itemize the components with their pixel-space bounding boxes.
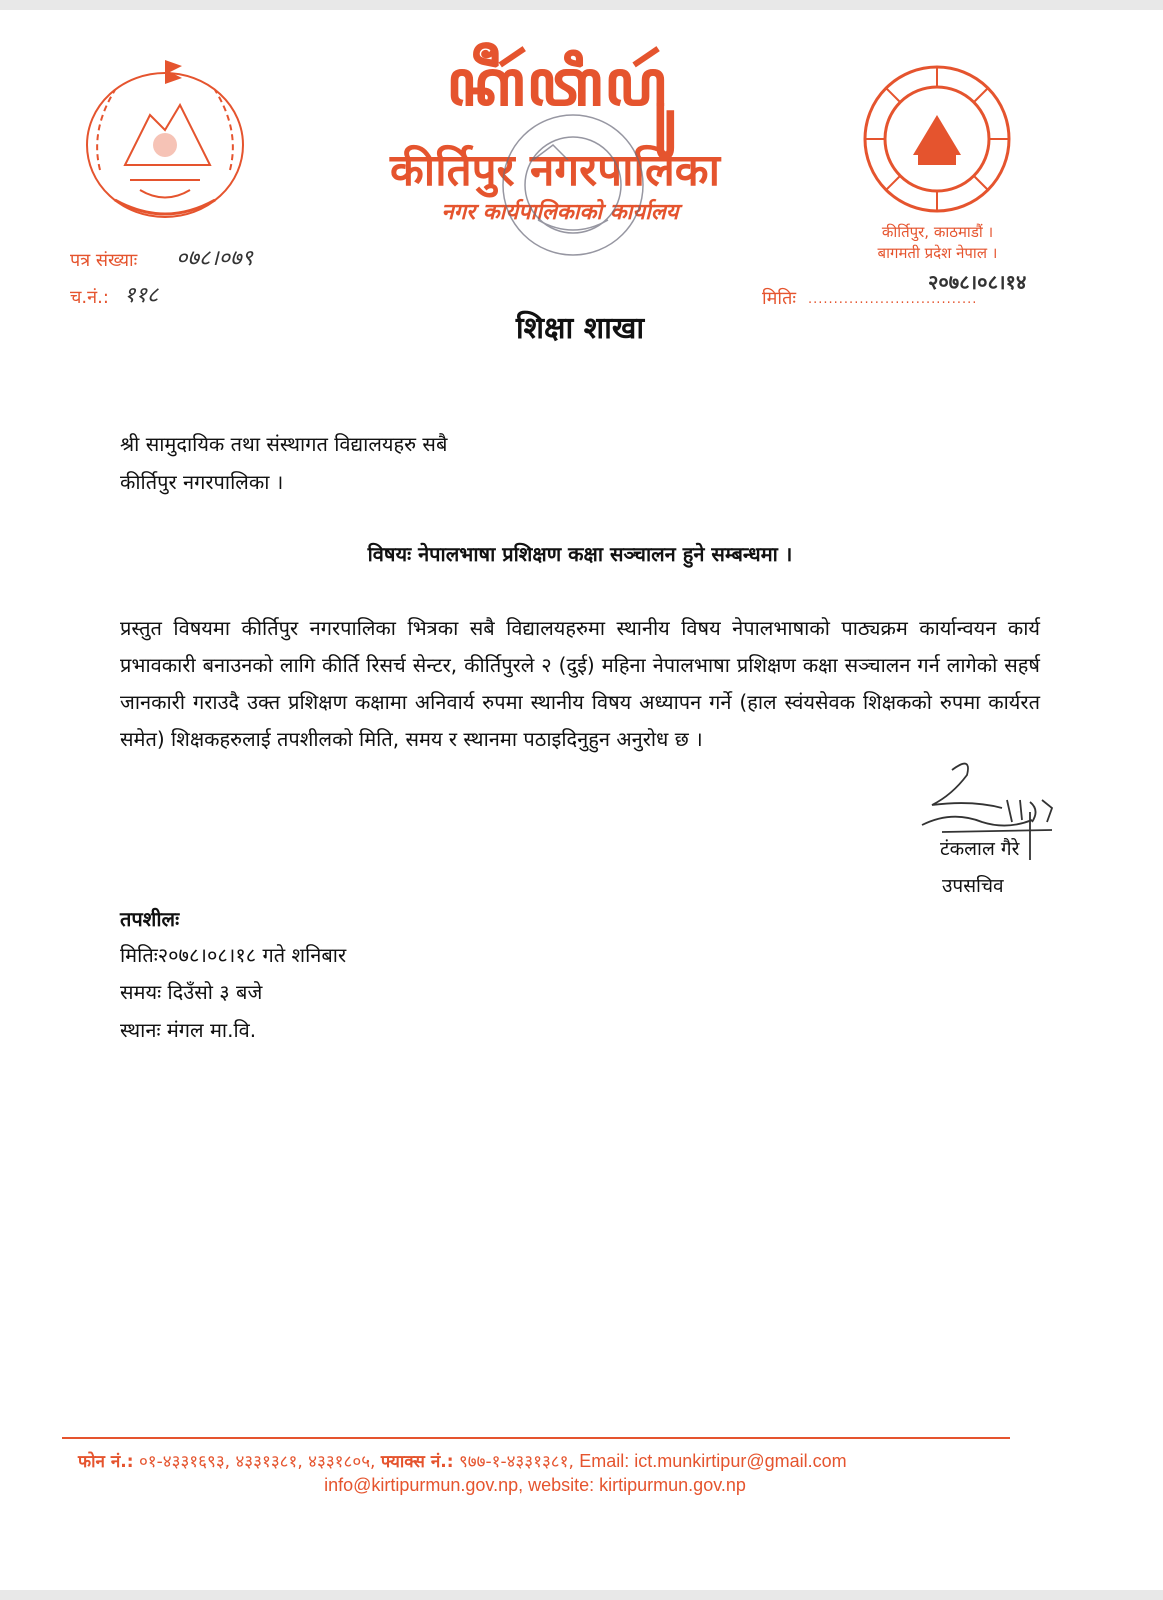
footer-web-line	[0, 1475, 1070, 1496]
municipality-logo-icon	[858, 60, 1016, 218]
recipient-line-2: कीर्तिपुर नगरपालिका ।	[120, 470, 284, 494]
fax-label: फ्याक्स नं.:	[380, 1452, 454, 1472]
letter-number-value: ०७८।०७९	[176, 246, 253, 271]
web-contact: info@kirtipurmun.gov.np, website: kirtipurmun.gov.np	[324, 1475, 746, 1495]
municipality-name: कीर्तिपुर नगरपालिका	[390, 145, 720, 196]
details-time: समयः दिउँसो ३ बजे	[120, 980, 263, 1004]
details-place: स्थानः मंगल मा.वि.	[120, 1018, 257, 1042]
address-line-1: कीर्तिपुर, काठमाडौं ।	[881, 223, 994, 241]
phone-label: फोन नं.:	[78, 1452, 134, 1472]
fax-number: ९७७-१-४३३१३८१,	[458, 1452, 574, 1472]
date-dotted-line: .................................	[808, 292, 978, 307]
letterhead-calligraphy: ꦏꦷꦂꦠꦶꦥꦸꦂ	[446, 46, 669, 121]
details-heading: तपशीलः	[120, 907, 180, 931]
section-title: शिक्षा शाखा	[515, 311, 645, 346]
signatory-name: टंकलाल गैरे	[940, 838, 1020, 860]
nepal-emblem-icon	[70, 50, 260, 230]
date-value: २०७८।०८।१४	[928, 270, 1027, 294]
footer-divider	[62, 1437, 1010, 1439]
email-address: Email: ict.munkirtipur@gmail.com	[579, 1451, 847, 1471]
office-stamp-icon	[478, 100, 668, 270]
signatory-title: उपसचिव	[942, 875, 1004, 897]
address-line-2: बागमती प्रदेश नेपाल ।	[877, 244, 998, 262]
footer-contact-line	[78, 1449, 1028, 1472]
office-name: नगर कार्यपालिकाको कार्यालय	[441, 200, 679, 225]
recipient-line-1: श्री सामुदायिक तथा संस्थागत विद्यालयहरु सबै	[120, 432, 448, 456]
letter-number-label: पत्र संख्याः	[70, 250, 138, 271]
date-label: मितिः	[762, 288, 796, 309]
subject-line: विषयः नेपालभाषा प्रशिक्षण कक्षा सञ्चालन हुने सम्बन्धमा ।	[367, 542, 793, 566]
scan-edge-bottom	[0, 1590, 1163, 1600]
body-paragraph: प्रस्तुत विषयमा कीर्तिपुर नगरपालिका भित्रका सबै विद्यालयहरुमा स्थानीय विषय नेपालभाषाको पाठ्यक्रम कार्यान्वयन कार्य प्रभावकारी बनाउनको लागि कीर्ति रिसर्च सेन्टर, कीर्तिपुरले २ (दुई) महिना नेपालभाषा प्रशिक्षण कक्षा सञ्चालन गर्न लागेको सहर्ष जानकारी गराउदै उक्त प्रशिक्षण कक्षामा अनिवार्य रुपमा स्थानीय विषय अध्यापन गर्ने (हाल स्वंयसेवक शिक्षकको रुपमा कार्यरत समेत) शिक्षकहरुलाई तपशीलको मिति, समय र स्थानमा पठाइदिनुहुन अनुरोध छ ।	[120, 616, 1040, 751]
dispatch-number-label: च.नं.:	[70, 287, 109, 308]
details-date: मितिः२०७८।०८।१८ गते शनिबार	[120, 943, 347, 967]
scan-edge-top	[0, 0, 1163, 10]
phone-numbers: ०१-४३३१६९३, ४३३१३८१, ४३३१८०५,	[138, 1452, 376, 1472]
dispatch-number-value: ११८	[124, 283, 159, 308]
